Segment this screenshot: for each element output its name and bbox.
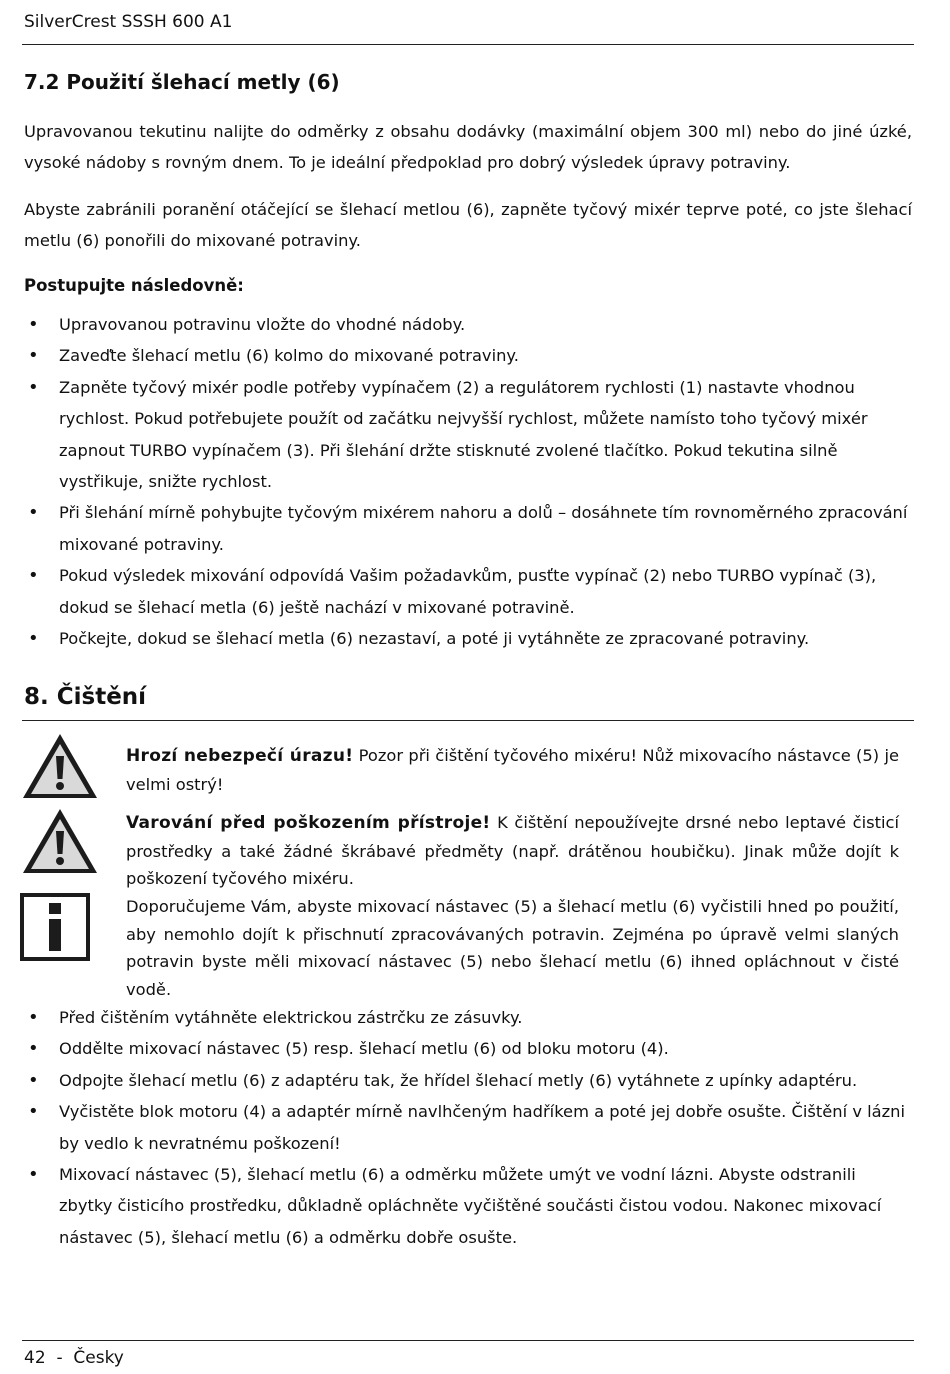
- section-7-2-paragraph-1: Upravovanou tekutinu nalijte do odměrky z obsahu dodávky (maximální objem 300 ml) nebo do jiné úzké, vysoké nádoby s rovným dnem. To je ideální předpoklad pro dobrý výsledek úpravy potraviny.: [24, 122, 912, 172]
- list-item: • Zaveďte šlehací metlu (6) kolmo do mixované potraviny.: [24, 340, 912, 371]
- section-8-heading: 8. Čištění: [24, 684, 147, 710]
- danger-notice: [126, 742, 899, 798]
- list-item: • Před čištěním vytáhněte elektrickou zástrčku ze zásuvky.: [24, 1002, 912, 1033]
- section-7-2-steps: [24, 309, 912, 654]
- section-8-rule: [22, 720, 914, 721]
- page-footer: 42 - Česky: [24, 1348, 124, 1368]
- list-item: • Vyčistěte blok motoru (4) a adaptér mírně navlhčeným hadříkem a poté jej dobře osušte. Čištění v lázni by vedlo k nevratnému poškození!: [24, 1096, 912, 1159]
- list-item: • Odpojte šlehací metlu (6) z adaptéru tak, že hřídel šlehací metly (6) vytáhnete z upínky adaptéru.: [24, 1065, 912, 1096]
- list-item: • Mixovací nástavec (5), šlehací metlu (6) a odměrku můžete umýt ve vodní lázni. Abyste odstranili zbytky čisticího prostředku, důkladně opláchněte vyčištěné součásti čistou vodou. Nakonec mixovací nástavec (5), šlehací metlu (6) a odměrku dobře osušte.: [24, 1159, 912, 1253]
- section-8-steps: [24, 1002, 912, 1253]
- damage-notice-title: Varování před poškozením přístroje!: [126, 813, 491, 833]
- list-item: • Počkejte, dokud se šlehací metla (6) nezastaví, a poté ji vytáhněte ze zpracované potraviny.: [24, 623, 912, 654]
- info-icon: [20, 893, 90, 961]
- damage-notice-text: K čištění nepoužívejte drsné nebo leptavé čisticí prostředky a také žádné škrábavé předměty (např. drátěnou houbičku). Jinak může dojít k poškození tyčového mixéru.: [126, 813, 899, 888]
- danger-notice-text: Pozor při čištění tyčového mixéru! Nůž mixovacího nástavce (5) je velmi ostrý!: [126, 746, 899, 794]
- section-7-2-paragraph-2: Abyste zabránili poranění otáčející se šlehací metlou (6), zapněte tyčový mixér teprve poté, co jste šlehací metlu (6) ponořili do mixované potraviny.: [24, 200, 912, 250]
- header-rule: [22, 44, 914, 45]
- info-notice: Doporučujeme Vám, abyste mixovací nástavec (5) a šlehací metlu (6) vyčistili hned po použití, aby nemohlo dojít k přischnutí zpracovávaných potravin. Zejména po úpravě velmi slaných potravin byste měli mixovací nástavec (5) nebo šlehací metlu (6) ihned opláchnout v čisté vodě.: [126, 897, 899, 999]
- warning-triangle-icon: [20, 806, 100, 876]
- section-7-2-heading: 7.2 Použití šlehací metly (6): [24, 70, 340, 94]
- danger-notice-title: Hrozí nebezpečí úrazu!: [126, 746, 354, 766]
- procedure-subheading: Postupujte následovně:: [24, 276, 244, 295]
- warning-triangle-icon: [20, 731, 100, 801]
- list-item: • Zapněte tyčový mixér podle potřeby vypínačem (2) a regulátorem rychlosti (1) nastavte vhodnou rychlost. Pokud potřebujete použít od začátku nejvyšší rychlost, můžete namísto toho tyčový mixér zapnout TURBO vypínačem (3). Při šlehání držte stisknuté zvolené tlačítko. Pokud tekutina silně vystřikuje, snižte rychlost.: [24, 372, 912, 498]
- list-item: • Při šlehání mírně pohybujte tyčovým mixérem nahoru a dolů – dosáhnete tím rovnoměrného zpracování mixované potraviny.: [24, 497, 912, 560]
- footer-rule: [22, 1340, 914, 1341]
- list-item: • Oddělte mixovací nástavec (5) resp. šlehací metlu (6) od bloku motoru (4).: [24, 1033, 912, 1064]
- damage-notice: [126, 809, 899, 893]
- list-item: • Pokud výsledek mixování odpovídá Vašim požadavkům, pusťte vypínač (2) nebo TURBO vypínač (3), dokud se šlehací metla (6) ještě nachází v mixované potravině.: [24, 560, 912, 623]
- document-header: SilverCrest SSSH 600 A1: [24, 12, 233, 32]
- list-item: • Upravovanou potravinu vložte do vhodné nádoby.: [24, 309, 912, 340]
